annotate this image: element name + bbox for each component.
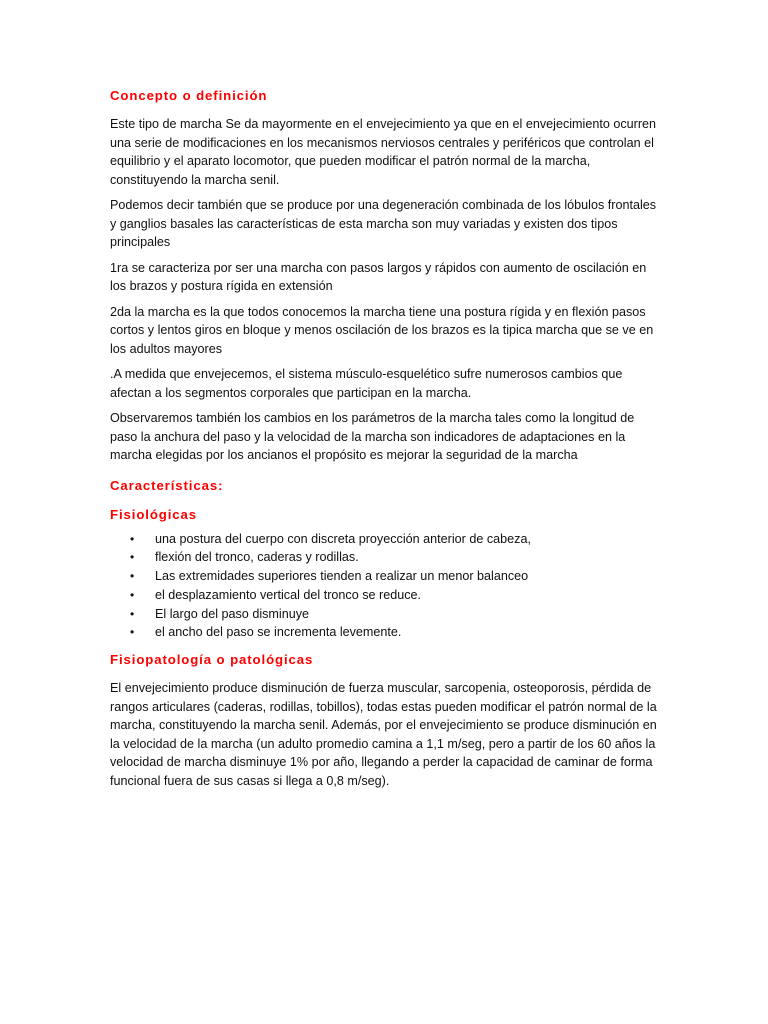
list-item (110, 567, 662, 586)
paragraph-intro: Este tipo de marcha Se da mayormente en el envejecimiento ya que en el envejecimiento ocurren una serie de modificaciones en los mecanismos nerviosos centrales y periféricos que controlan el equilibrio y el aparato locomotor, que pueden modificar el patrón normal de la marcha, constituyendo la marcha senil. (110, 117, 657, 187)
document-body (110, 86, 662, 797)
heading-caracteristicas: Características: (110, 477, 224, 493)
paragraph-fisiopatologia: El envejecimiento produce disminución de fuerza muscular, sarcopenia, osteoporosis, pérdida de rangos articulares (caderas, rodillas, tobillos), todas estas pueden modificar el patrón normal de la marcha, constituyendo la marcha senil. Además, por el envejecimiento se produce disminución en la velocidad de la marcha (un adulto promedio camina a 1,1 m/seg, pero a partir de los 60 años la velocidad de marcha disminuye 1% por año, llegando a perder la capacidad de caminar de forma funcional fuera de sus casas si llega a 0,8 m/seg). (110, 681, 657, 788)
paragraph-tipo-2: 2da la marcha es la que todos conocemos la marcha tiene una postura rígida y en flexión pasos cortos y lentos giros en bloque y menos oscilación de los brazos es la tipica marcha que se ve en los adultos mayores (110, 304, 654, 356)
heading-fisiologicas: Fisiológicas (110, 506, 198, 522)
paragraph-parametros: Observaremos también los cambios en los parámetros de la marcha tales como la longitud de paso la anchura del paso y la velocidad de la marcha son indicadores de adaptaciones en la marcha elegidas por los ancianos el propósito es mejorar la seguridad de la marcha (110, 411, 635, 462)
list-item-text: Las extremidades superiores tienden a realizar un menor balanceo (155, 569, 529, 584)
list-item (110, 530, 662, 549)
bullet-icon: • (130, 606, 135, 621)
paragraph-degeneracion: Podemos decir también que se produce por una degeneración combinada de los lóbulos frontales y ganglios basales las características de esta marcha son muy variadas y existen dos tipos principales (110, 198, 657, 249)
list-item-text: El largo del paso disminuye (155, 606, 310, 621)
fisiologicas-list (110, 530, 662, 643)
list-item (110, 548, 662, 567)
bullet-icon: • (130, 587, 135, 602)
paragraph-envejecemos: .A medida que envejecemos, el sistema músculo-esquelético sufre numerosos cambios que afectan a los segmentos corporales que participan en la marcha. (110, 367, 623, 400)
list-item (110, 605, 662, 624)
list-item-text: el ancho del paso se incrementa levemente. (155, 625, 402, 640)
heading-concepto: Concepto o definición (110, 88, 268, 103)
bullet-icon: • (130, 531, 135, 546)
list-item-text: flexión del tronco, caderas y rodillas. (155, 550, 359, 565)
heading-fisiopatologia: Fisiopatología o patológicas (110, 652, 314, 668)
list-item-text: el desplazamiento vertical del tronco se reduce. (155, 587, 422, 602)
bullet-icon: • (130, 550, 135, 565)
bullet-icon: • (130, 569, 135, 584)
bullet-icon: • (130, 625, 135, 640)
paragraph-tipo-1: 1ra se caracteriza por ser una marcha con pasos largos y rápidos con aumento de oscilación en los brazos y postura rígida en extensión (110, 260, 647, 293)
list-item-text: una postura del cuerpo con discreta proyección anterior de cabeza, (155, 531, 531, 546)
list-item (110, 623, 662, 642)
list-item (110, 586, 662, 605)
